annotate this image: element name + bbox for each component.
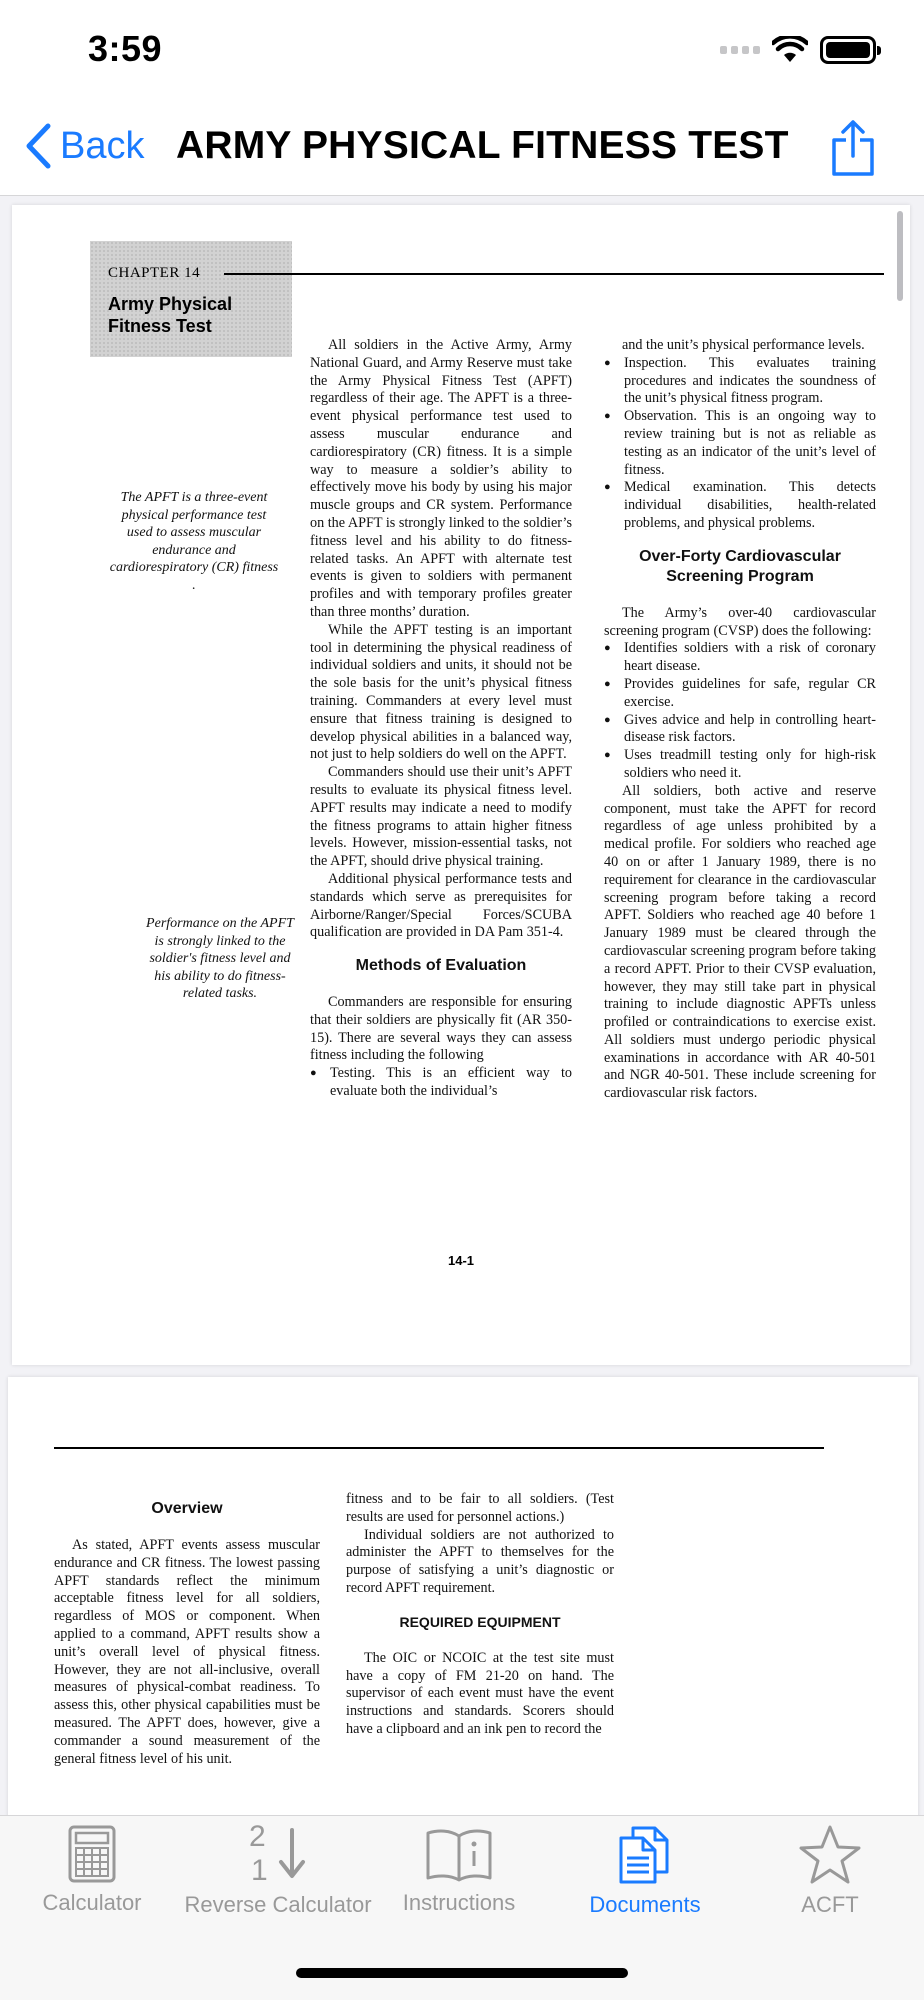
list-item: ● Gives advice and help in controlling heart-disease risk factors. bbox=[604, 712, 876, 748]
margin-note: The APFT is a three-event physical performance test used to assess muscular endurance and cardiorespiratory (CR) fitness . bbox=[109, 490, 279, 593]
tab-reverse-calculator[interactable] bbox=[184, 1820, 372, 1936]
navigation-bar bbox=[0, 100, 924, 196]
scrollbar[interactable] bbox=[897, 211, 903, 301]
list-item: ● Testing. This is an efficient way to evaluate both the individual’s bbox=[310, 1065, 572, 1101]
tab-label: Documents bbox=[589, 1892, 701, 1917]
paragraph: Additional physical performance tests and standards which serve as prerequisites for Airborne/Ranger/Special Forces/SCUBA qualification are provided in DA Pam 351-4. bbox=[310, 870, 572, 941]
text-column bbox=[346, 1491, 614, 1739]
battery-icon bbox=[820, 36, 876, 64]
tab-documents[interactable] bbox=[576, 1824, 714, 1936]
tab-label: Instructions bbox=[402, 1890, 516, 1915]
section-heading: Methods of Evaluation bbox=[355, 957, 527, 975]
chapter-rule bbox=[224, 273, 884, 275]
status-time: 3:59 bbox=[88, 28, 163, 69]
paragraph: The Army’s over-40 cardiovascular screening program (CVSP) does the following: bbox=[604, 604, 876, 639]
paragraph: All soldiers, both active and reserve component, must take the APFT for record regardless of age unless prohibited by a medical profile. For soldiers who reached age 40 on or after 1 January 1989, there is no requirement for clearance in the cardiovascular screening program before taking a record APFT. Soldiers who reached age 40 before 1 January 1989 must be cleared through the cardiovascular screening program before taking a record APFT. Prior to their CVSP evaluation, however, they may still take part in physical training to include diagnostic APFTs unless profiled or contraindications to exercise exist. All soldiers must undergo periodic physical examinations in accordance with AR 40-501 and NGR 40-501. These include screening for cardiovascular risk factors. bbox=[604, 782, 876, 1102]
list-item: ● Observation. This is an ongoing way to review training but is not as reliable as testing as an indicator of the unit’s level of fitness. bbox=[604, 408, 876, 479]
text-column bbox=[54, 1485, 320, 1768]
paragraph: All soldiers in the Active Army, Army National Guard, and Army Reserve must take the Army Physical Fitness Test (APFT) regardless of their age. The APFT is a three-event physical performance test used to assess muscular endurance and cardiorespiratory (CR) fitness. It is a simple way to measure a soldier’s ability to effectively move his body by using his major muscle groups and CR system. Performance on the APFT is strongly linked to the soldier’s fitness level and his ability to do fitness-related tasks. An APFT with alternate test events is given to soldiers with permanent profiles and with temporary profiles greater than three months’ duration. bbox=[310, 337, 572, 620]
digit-bottom: 1 bbox=[251, 1854, 268, 1887]
status-icons bbox=[720, 34, 876, 66]
documents-icon bbox=[615, 1824, 675, 1886]
tab-acft[interactable] bbox=[772, 1824, 888, 1936]
back-label: Back bbox=[60, 124, 145, 167]
calculator-icon bbox=[67, 1824, 117, 1884]
arrow-down-icon bbox=[277, 1828, 307, 1880]
wifi-icon bbox=[772, 36, 808, 64]
status-bar bbox=[0, 0, 924, 100]
list-item: ● Medical examination. This detects individual disabilities, health-related problems, and physical problems. bbox=[604, 479, 876, 532]
text-column bbox=[310, 337, 572, 1101]
paragraph: The OIC or NCOIC at the test site must have a copy of FM 21-20 on hand. The supervisor of each event must have the event instructions and standards. Scorers should have a clipboard and an ink pen to record the bbox=[346, 1649, 614, 1737]
paragraph: Individual soldiers are not authorized to administer the APFT to themselves for the purpose of satisfying a unit’s diagnostic or record APFT requirement. bbox=[346, 1526, 614, 1596]
text-column bbox=[604, 337, 876, 1103]
paragraph: fitness and to be fair to all soldiers. (Test results are used for personnel actions.) bbox=[346, 1491, 614, 1525]
document-page-1 bbox=[12, 205, 910, 1365]
paragraph: Commanders are responsible for ensuring that their soldiers are physically fit (AR 350- 15). There are several ways they can assess fitness including the following bbox=[310, 994, 572, 1064]
page-number: 14-1 bbox=[447, 1253, 475, 1268]
back-button[interactable] bbox=[24, 116, 144, 176]
paragraph: While the APFT testing is an important tool in determining the physical readiness of individual soldiers and units, it should not be the sole basis for the unit’s physical fitness training. Commanders at every level must ensure that fitness training is designed to develop physical abilities in a balanced way, not just to help soldiers do well on the APFT. bbox=[310, 621, 572, 763]
section-heading: REQUIRED EQUIPMENT bbox=[399, 1613, 561, 1630]
tab-instructions[interactable] bbox=[392, 1824, 526, 1936]
document-page-2 bbox=[8, 1377, 918, 1815]
paragraph: As stated, APFT events assess muscular endurance and CR fitness. The lowest passing APFT standards reflect the minimum acceptable fitness level for all soldiers, regardless of MOS or component. When applied to a command, APFT results show a unit’s overall level of physical fitness. However, they are not all-inclusive, overall measures of physical-combat readiness. To assess this, other physical capabilities must be measured. The APFT does, however, give a commander a sound measurement of the general fitness level of his unit. bbox=[54, 1537, 320, 1767]
document-viewer[interactable] bbox=[0, 197, 924, 1815]
reverse-sort-icon bbox=[243, 1820, 313, 1887]
list-item: ● Inspection. This evaluates training procedures and indicates the soundness of the unit’s physical fitness program. bbox=[604, 355, 876, 408]
page-title: ARMY PHYSICAL FITNESS TEST bbox=[176, 124, 789, 167]
margin-note: Performance on the APFT is strongly linked to the soldier's fitness level and his ability to do fitness-related tasks. bbox=[146, 916, 294, 1001]
tab-label: ACFT bbox=[801, 1892, 859, 1917]
tab-label: Reverse Calculator bbox=[184, 1892, 372, 1917]
digit-top: 2 bbox=[249, 1820, 266, 1853]
tab-label: Calculator bbox=[42, 1890, 142, 1915]
home-indicator[interactable] bbox=[296, 1968, 628, 1978]
section-heading: Over-Forty Cardiovascular Screening Program bbox=[639, 547, 841, 585]
list-item: ● Identifies soldiers with a risk of coronary heart disease. bbox=[604, 640, 876, 676]
list-item: ● Uses treadmill testing only for high-risk soldiers who need it. bbox=[604, 747, 876, 783]
star-icon bbox=[798, 1824, 862, 1886]
section-heading: Overview bbox=[151, 1500, 223, 1517]
chapter-title: Army Physical Fitness Test bbox=[108, 294, 233, 336]
page-rule bbox=[54, 1447, 824, 1449]
chevron-left-icon bbox=[24, 122, 52, 170]
tab-calculator[interactable] bbox=[34, 1824, 150, 1936]
share-icon[interactable] bbox=[828, 118, 878, 178]
book-info-icon bbox=[424, 1824, 494, 1884]
cellular-signal-icon bbox=[720, 46, 760, 54]
paragraph: Commanders should use their unit’s APFT results to evaluate its physical fitness level. APFT results may indicate a need to modify the fitness programs to attain higher fitness levels. However, mission-essential tasks, not the APFT, should drive physical training. bbox=[310, 764, 572, 870]
paragraph: and the unit’s physical performance levels. bbox=[622, 337, 865, 353]
list-item: ● Provides guidelines for safe, regular CR exercise. bbox=[604, 676, 876, 712]
chapter-number: CHAPTER 14 bbox=[108, 265, 201, 281]
